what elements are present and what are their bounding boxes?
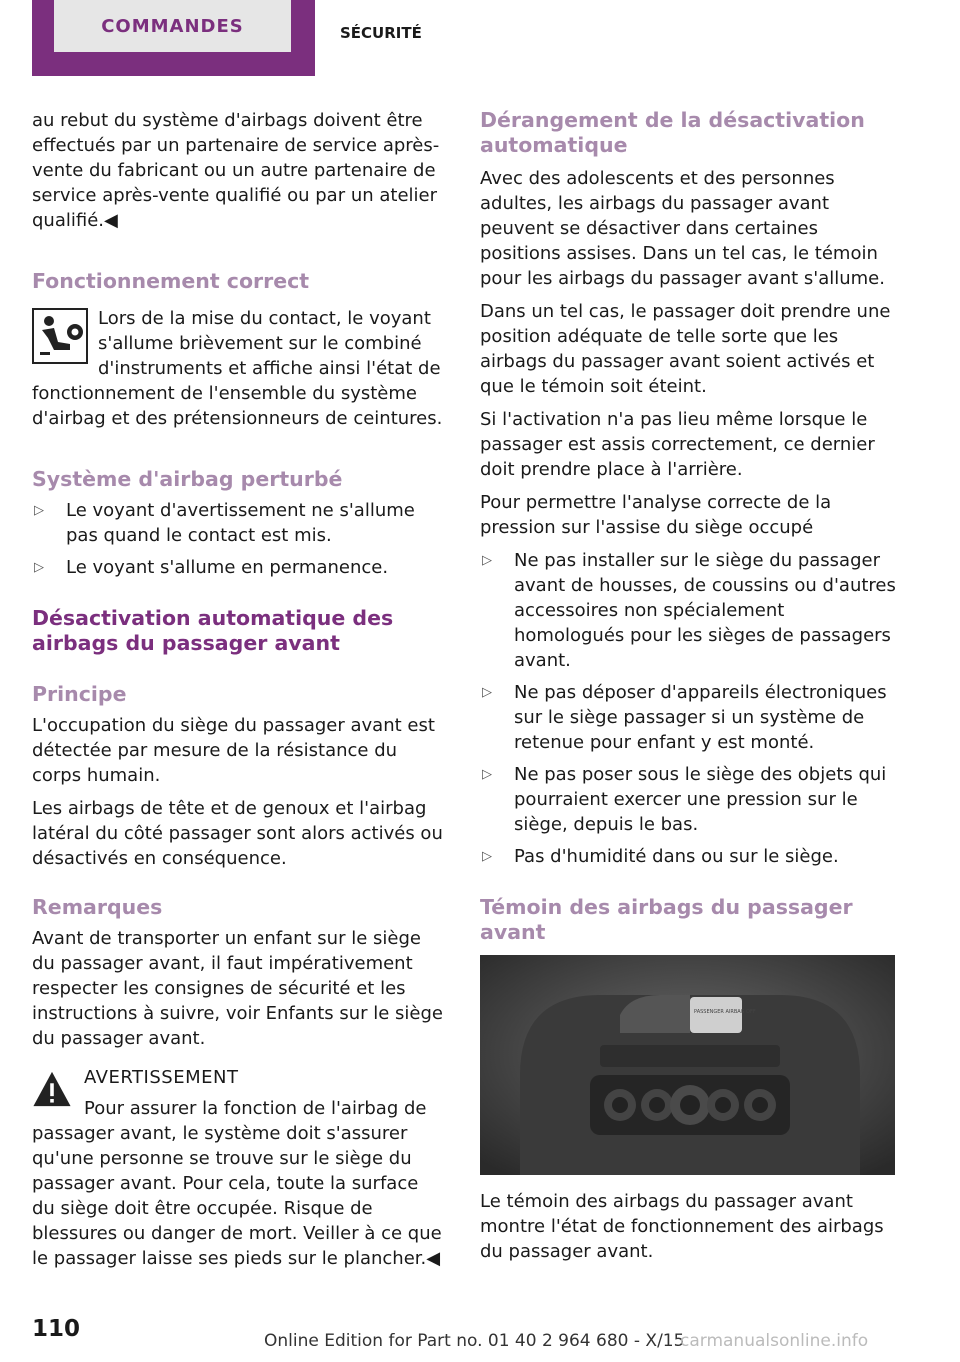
list-item: ▷ Ne pas déposer d'appareils électroniques sur le siège passager si un système de retenue pour enfant y est monté. — [480, 680, 900, 755]
paragraph-derangement-3: Si l'activation n'a pas lieu même lorsque le passager est assis correctement, ce dernier doit prendre place à l'arrière. — [480, 409, 875, 480]
airbag-warning-icon — [32, 308, 88, 364]
paragraph-fonctionnement: Lors de la mise du contact, le voyant s'allume brièvement sur le combiné d'instruments et affiche ainsi l'état de fonctionnement de l'ensemble du système d'airbag et des prétensionneurs de ceintures. — [32, 308, 443, 429]
right-column — [480, 108, 900, 1272]
intro-paragraph: au rebut du système d'airbags doivent être effectués par un partenaire de service après-vente du fabricant ou un autre partenaire de service après-vente qualifié ou par un atelier qualifié.◀ — [32, 110, 440, 231]
list-item: ▷ Le voyant d'avertissement ne s'allume pas quand le contact est mis. — [32, 498, 446, 548]
heading-remarques: Remarques — [32, 895, 163, 919]
paragraph-temoin: Le témoin des airbags du passager avant montre l'état de fonctionnement des airbags du passager avant. — [480, 1191, 884, 1262]
warning-triangle-icon — [32, 1069, 72, 1109]
left-column — [32, 108, 446, 1279]
tab-commandes[interactable]: COMMANDES — [54, 0, 291, 52]
list-perturbe — [32, 498, 446, 580]
dashboard-photo — [480, 955, 895, 1175]
heading-desactivation: Désactivation automatique des airbags du passager avant — [32, 606, 394, 655]
edition-footer: Online Edition for Part no. 01 40 2 964 680 - X/15 — [264, 1331, 685, 1351]
warning-text: Pour assurer la fonction de l'airbag de passager avant, le système doit s'assurer qu'une personne se trouve sur le siège du passager avant. Pour cela, toute la surface du siège doit être occupée. Risque de blessures ou danger de mort. Veiller à ce que le passager laisse ses pieds sur le plancher.◀ — [32, 1098, 442, 1269]
heading-principe: Principe — [32, 682, 127, 706]
airbag-off-label: PASSENGER AIRBAG OFF — [694, 1009, 756, 1015]
heading-fonctionnement: Fonctionnement correct — [32, 269, 310, 293]
heading-temoin: Témoin des airbags du passager avant — [480, 895, 853, 944]
paragraph-derangement-4: Pour permettre l'analyse correcte de la pression sur l'assise du siège occupé — [480, 492, 832, 538]
heading-perturbe: Système d'airbag perturbé — [32, 467, 343, 491]
list-item: ▷ Pas d'humidité dans ou sur le siège. — [480, 844, 900, 869]
list-item: ▷ Le voyant s'allume en permanence. — [32, 555, 446, 580]
paragraph-remarques: Avant de transporter un enfant sur le siège du passager avant, il faut impérativement respecter les consignes de sécurité et les instructions à suivre, voir Enfants sur le siège du passager avant. — [32, 928, 444, 1049]
page-number: 110 — [32, 1316, 81, 1342]
warning-block — [32, 1065, 446, 1271]
paragraph-derangement-1: Avec des adolescents et des personnes adultes, les airbags du passager avant peuvent se désactiver dans certaines positions assises. Dans un tel cas, le témoin pour les airbags du passager avant s'allume. — [480, 168, 885, 289]
heading-derangement: Dérangement de la désactivation automatique — [480, 108, 865, 157]
watermark-text: carmanualsonline.info — [680, 1331, 869, 1351]
list-item: ▷ Ne pas installer sur le siège du passager avant de housses, de coussins ou d'autres accessoires non spécialement homologués pour les sièges de passagers avant. — [480, 548, 900, 673]
paragraph-principe-1: L'occupation du siège du passager avant est détectée par mesure de la résistance du corps humain. — [32, 715, 435, 786]
paragraph-derangement-2: Dans un tel cas, le passager doit prendre une position adéquate de telle sorte que les airbags du passager avant soient activés et que le témoin soit éteint. — [480, 301, 891, 397]
list-item: ▷ Ne pas poser sous le siège des objets qui pourraient exercer une pression sur le siège, depuis le bas. — [480, 762, 900, 837]
tab-securite[interactable]: SÉCURITÉ — [340, 24, 422, 42]
warning-title: AVERTISSEMENT — [84, 1067, 239, 1088]
paragraph-principe-2: Les airbags de tête et de genoux et l'airbag latéral du côté passager sont alors activés ou désactivés en conséquence. — [32, 798, 443, 869]
list-conditions — [480, 548, 900, 869]
